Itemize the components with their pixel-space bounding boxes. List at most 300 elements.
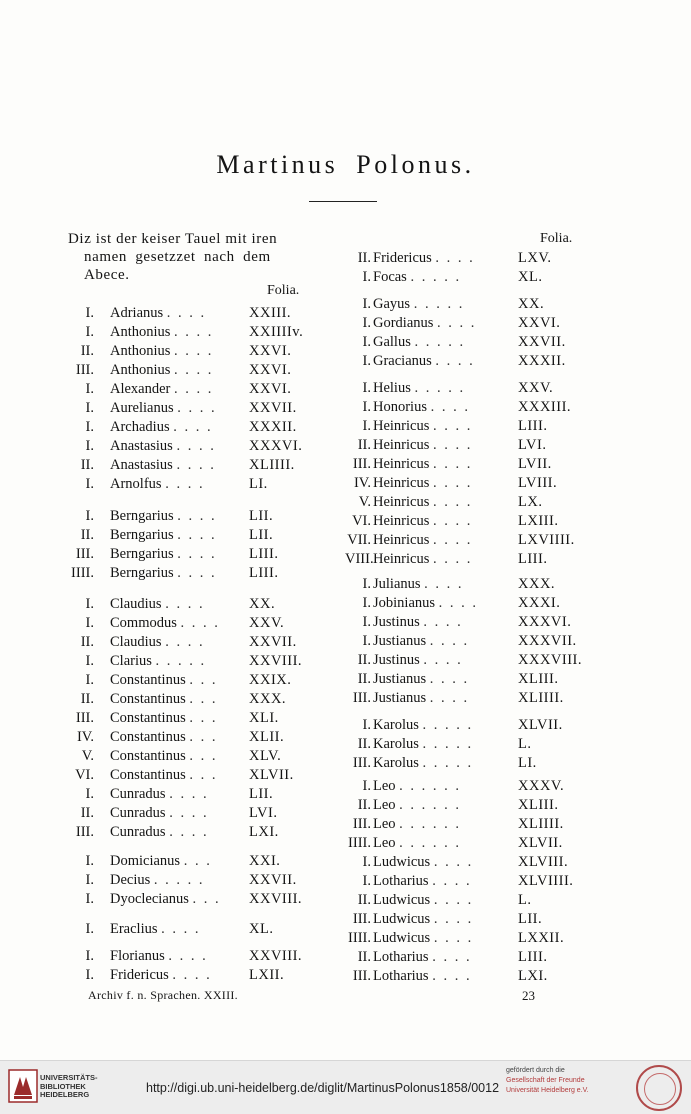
left-entry: [66, 596, 326, 616]
leader-dots: . . . . .: [410, 269, 462, 285]
leader-dots: . . . .: [429, 690, 470, 706]
ruler-name: Berngarius . . . .: [110, 527, 217, 543]
folio-number: LII.: [249, 508, 274, 524]
right-entry: [345, 892, 615, 912]
ruler-name: Berngarius . . . .: [110, 546, 217, 562]
right-entry: [345, 797, 615, 817]
leader-dots: . . . . .: [422, 717, 474, 733]
ruler-name: Heinricus . . . .: [373, 418, 473, 434]
leader-dots: . . . .: [435, 353, 475, 369]
folio-number: XLIII.: [518, 797, 559, 813]
ruler-name: Constantinus . . .: [110, 729, 218, 745]
right-entry: [345, 456, 615, 476]
ruler-ordinal: II.: [357, 671, 371, 687]
leader-dots: . . .: [189, 672, 218, 688]
folio-number: XXVII.: [249, 634, 297, 650]
folia-heading-left: Folia.: [267, 283, 300, 298]
ruler-ordinal: II.: [357, 797, 371, 813]
leader-dots: . . . .: [177, 565, 217, 581]
folio-number: XXVI.: [249, 343, 292, 359]
left-entry: [66, 672, 326, 692]
ruler-name: Anastasius . . . .: [110, 457, 216, 473]
left-entry: [66, 508, 326, 528]
ruler-ordinal: III.: [352, 690, 371, 706]
ruler-ordinal: IIII.: [71, 565, 94, 581]
ruler-name: Ludwicus . . . .: [373, 911, 474, 927]
ruler-ordinal: II.: [80, 691, 94, 707]
ruler-name: Heinricus . . . .: [373, 494, 473, 510]
folio-number: XXXV.: [518, 778, 565, 794]
ruler-ordinal: I.: [362, 418, 371, 434]
ruler-ordinal: I.: [362, 334, 371, 350]
folio-number: LI.: [249, 476, 268, 492]
leader-dots: . . . .: [433, 930, 474, 946]
left-entry: [66, 457, 326, 477]
ruler-ordinal: III.: [75, 710, 94, 726]
ruler-name: Arnolfus . . . .: [110, 476, 205, 492]
folio-number: XXXVI.: [249, 438, 303, 454]
ruler-name: Lotharius . . . .: [373, 968, 472, 984]
ruler-ordinal: II.: [80, 343, 94, 359]
ruler-ordinal: I.: [362, 778, 371, 794]
permalink-url[interactable]: http://digi.ub.uni-heidelberg.de/diglit/MartinusPolonus1858/0012: [146, 1081, 500, 1095]
ruler-name: Heinricus . . . .: [373, 551, 473, 567]
folio-number: LXIII.: [518, 513, 559, 529]
ruler-name: Leo . . . . . .: [373, 816, 462, 832]
leader-dots: . . . . . .: [399, 835, 462, 851]
left-entry: [66, 729, 326, 749]
leader-dots: . . . .: [433, 911, 474, 927]
leader-dots: . . . .: [430, 399, 470, 415]
leader-dots: . . . . .: [414, 380, 466, 396]
ruler-ordinal: III.: [352, 816, 371, 832]
folio-number: XXVI.: [249, 362, 292, 378]
right-entry: [345, 380, 615, 400]
leader-dots: . . . .: [169, 824, 209, 840]
leader-dots: . . .: [189, 767, 218, 783]
ruler-name: Constantinus . . .: [110, 672, 218, 688]
left-entry: [66, 381, 326, 401]
left-entry: [66, 343, 326, 363]
leader-dots: . . . .: [161, 921, 201, 937]
ruler-ordinal: III.: [352, 755, 371, 771]
leader-dots: . . . . . .: [399, 816, 462, 832]
left-entry: [66, 805, 326, 825]
ruler-ordinal: I.: [362, 269, 371, 285]
ruler-name: Clarius . . . . .: [110, 653, 207, 669]
folio-number: XXV.: [518, 380, 554, 396]
leader-dots: . . . . . .: [399, 797, 462, 813]
left-entry: [66, 748, 326, 768]
folio-number: LIII.: [518, 551, 548, 567]
folio-number: LXI.: [518, 968, 548, 984]
ruler-name: Anastasius . . . .: [110, 438, 216, 454]
ruler-name: Florianus . . . .: [110, 948, 208, 964]
ruler-name: Claudius . . . .: [110, 596, 205, 612]
left-entry: [66, 615, 326, 635]
ruler-name: Anthonius . . . .: [110, 324, 214, 340]
ruler-name: Alexander . . . .: [110, 381, 214, 397]
leader-dots: . . .: [189, 710, 218, 726]
right-entry: [345, 873, 615, 893]
folio-number: XXVIII.: [249, 653, 303, 669]
ruler-name: Karolus . . . . .: [373, 736, 474, 752]
leader-dots: . . . .: [433, 513, 473, 529]
leader-dots: . . . .: [165, 596, 205, 612]
ruler-name: Berngarius . . . .: [110, 508, 217, 524]
intro-line-3: Abece.: [84, 267, 130, 283]
leader-dots: . . . .: [423, 614, 463, 630]
leader-dots: . . . .: [433, 494, 473, 510]
leader-dots: . . . .: [174, 343, 214, 359]
ruler-ordinal: IV.: [76, 729, 94, 745]
folio-number: XXXI.: [518, 595, 561, 611]
folio-number: XL.: [249, 921, 274, 937]
sponsor-note: gefördert durch die Gesellschaft der Freunde Universität Heidelberg e.V.: [506, 1067, 589, 1094]
ruler-ordinal: V.: [358, 494, 371, 510]
folio-number: XLVII.: [518, 717, 563, 733]
ruler-ordinal: II.: [357, 250, 371, 266]
intro-line-2: namen gesetzzet nach dem: [84, 249, 271, 265]
leader-dots: . . . .: [433, 892, 474, 908]
ruler-name: Leo . . . . . .: [373, 778, 462, 794]
ruler-ordinal: II.: [357, 736, 371, 752]
leader-dots: . . . .: [174, 324, 214, 340]
folio-number: XXI.: [249, 853, 281, 869]
right-entry: [345, 269, 615, 289]
right-entry: [345, 835, 615, 855]
ruler-ordinal: II.: [80, 805, 94, 821]
right-entry: [345, 315, 615, 335]
folio-number: XXVII.: [518, 334, 566, 350]
leader-dots: . . . .: [438, 595, 479, 611]
folio-number: XXVI.: [249, 381, 292, 397]
leader-dots: . . . .: [165, 476, 205, 492]
ruler-name: Archadius . . . .: [110, 419, 213, 435]
ruler-name: Jobinianus . . . .: [373, 595, 479, 611]
ruler-ordinal: I.: [362, 353, 371, 369]
ruler-ordinal: I.: [362, 315, 371, 331]
folio-number: XXV.: [249, 615, 285, 631]
ruler-ordinal: II.: [80, 634, 94, 650]
ruler-ordinal: IV.: [353, 475, 371, 491]
ruler-ordinal: I.: [362, 380, 371, 396]
ruler-name: Heinricus . . . .: [373, 532, 473, 548]
left-entry: [66, 527, 326, 547]
ruler-name: Lotharius . . . .: [373, 949, 472, 965]
ruler-ordinal: IIII.: [348, 835, 371, 851]
leader-dots: . . . .: [433, 456, 473, 472]
ruler-ordinal: I.: [362, 854, 371, 870]
leader-dots: . . . . .: [155, 653, 207, 669]
ruler-name: Gracianus . . . .: [373, 353, 475, 369]
folio-number: LVI.: [518, 437, 547, 453]
journal-footer: Archiv f. n. Sprachen. XXIII.: [88, 988, 238, 1002]
leader-dots: . . . .: [432, 968, 472, 984]
ruler-name: Dyoclecianus . . .: [110, 891, 221, 907]
folio-number: LIII.: [518, 949, 548, 965]
ruler-name: Constantinus . . .: [110, 710, 218, 726]
leader-dots: . . . .: [165, 634, 205, 650]
ruler-name: Justinus . . . .: [373, 614, 463, 630]
folio-number: XLVIIII.: [518, 873, 574, 889]
folio-number: XXX.: [249, 691, 287, 707]
leader-dots: . . . .: [177, 527, 217, 543]
ruler-ordinal: II.: [80, 527, 94, 543]
ruler-name: Leo . . . . . .: [373, 797, 462, 813]
leader-dots: . . . .: [429, 633, 470, 649]
folio-number: XLIII.: [518, 671, 559, 687]
leader-dots: . . .: [189, 729, 218, 745]
right-entry: [345, 911, 615, 931]
ruler-name: Fridericus . . . .: [110, 967, 212, 983]
right-entry: [345, 250, 615, 270]
leader-dots: . . . . .: [422, 736, 474, 752]
folio-number: XXIIIIv.: [249, 324, 304, 340]
ruler-ordinal: II.: [357, 437, 371, 453]
ruler-ordinal: I.: [85, 921, 94, 937]
right-entry: [345, 334, 615, 354]
right-entry: [345, 854, 615, 874]
leader-dots: . . . .: [174, 381, 214, 397]
ruler-ordinal: I.: [85, 653, 94, 669]
leader-dots: . . . .: [173, 419, 213, 435]
folio-number: XX.: [518, 296, 545, 312]
ruler-ordinal: I.: [362, 576, 371, 592]
ruler-ordinal: I.: [85, 305, 94, 321]
folio-number: LXVIIII.: [518, 532, 575, 548]
leader-dots: . . . . .: [413, 296, 465, 312]
right-entry: [345, 576, 615, 596]
right-entry: [345, 551, 615, 571]
folio-number: XXIII.: [249, 305, 292, 321]
folio-number: LVI.: [249, 805, 278, 821]
ruler-name: Constantinus . . .: [110, 691, 218, 707]
folio-number: XXX.: [518, 576, 556, 592]
left-entry: [66, 324, 326, 344]
ruler-ordinal: I.: [85, 853, 94, 869]
folio-number: XXXIII.: [518, 399, 572, 415]
left-entry: [66, 476, 326, 496]
ruler-ordinal: I.: [85, 419, 94, 435]
ruler-name: Domicianus . . .: [110, 853, 212, 869]
folio-number: XXVII.: [249, 400, 297, 416]
title-rule: [309, 201, 377, 202]
ruler-name: Justianus . . . .: [373, 671, 470, 687]
leader-dots: . . . .: [176, 457, 216, 473]
ruler-ordinal: I.: [85, 476, 94, 492]
folio-number: XL.: [518, 269, 543, 285]
right-entry: [345, 614, 615, 634]
right-entry: [345, 690, 615, 710]
leader-dots: . . . .: [424, 576, 464, 592]
library-name: UNIVERSITÄTS- BIBLIOTHEK HEIDELBERG: [40, 1073, 98, 1099]
ruler-ordinal: I.: [362, 399, 371, 415]
ruler-ordinal: I.: [85, 786, 94, 802]
leader-dots: . . .: [189, 691, 218, 707]
folio-number: LIII.: [518, 418, 548, 434]
folio-number: XXXVIII.: [518, 652, 582, 668]
ruler-name: Karolus . . . . .: [373, 717, 474, 733]
page-title: Martinus Polonus.: [216, 150, 475, 179]
folio-number: XXXII.: [518, 353, 566, 369]
left-entry: [66, 438, 326, 458]
right-entry: [345, 399, 615, 419]
leader-dots: . . . .: [177, 546, 217, 562]
leader-dots: . . . .: [168, 948, 208, 964]
ruler-ordinal: I.: [362, 873, 371, 889]
ruler-name: Leo . . . . . .: [373, 835, 462, 851]
folio-number: LIII.: [249, 546, 279, 562]
ruler-ordinal: II.: [357, 652, 371, 668]
ruler-ordinal: I.: [85, 872, 94, 888]
leader-dots: . . . . .: [414, 334, 466, 350]
folio-number: XLIIII.: [518, 690, 564, 706]
folio-number: XLVIII.: [518, 854, 569, 870]
leader-dots: . . .: [189, 748, 218, 764]
right-entry: [345, 595, 615, 615]
ruler-ordinal: I.: [85, 438, 94, 454]
ruler-name: Helius . . . . .: [373, 380, 466, 396]
ruler-ordinal: I.: [85, 615, 94, 631]
folio-number: L.: [518, 736, 532, 752]
ruler-ordinal: V.: [81, 748, 94, 764]
right-entry: [345, 652, 615, 672]
folio-number: XXXII.: [249, 419, 297, 435]
ruler-ordinal: I.: [85, 672, 94, 688]
ruler-name: Gayus . . . . .: [373, 296, 465, 312]
ruler-ordinal: VI.: [352, 513, 371, 529]
ruler-name: Lotharius . . . .: [373, 873, 472, 889]
folio-number: LI.: [518, 755, 537, 771]
ruler-name: Adrianus . . . .: [110, 305, 207, 321]
leader-dots: . . . .: [169, 786, 209, 802]
ruler-name: Cunradus . . . .: [110, 786, 209, 802]
leader-dots: . . . .: [176, 438, 216, 454]
ruler-ordinal: I.: [362, 595, 371, 611]
folio-number: XXXVII.: [518, 633, 577, 649]
folio-number: LVIII.: [518, 475, 558, 491]
ruler-ordinal: I.: [362, 717, 371, 733]
left-entry: [66, 419, 326, 439]
ruler-name: Heinricus . . . .: [373, 456, 473, 472]
right-entry: [345, 418, 615, 438]
right-entry: [345, 633, 615, 653]
ruler-name: Heinricus . . . .: [373, 475, 473, 491]
ruler-ordinal: I.: [362, 296, 371, 312]
left-entry: [66, 921, 326, 941]
ruler-name: Aurelianus . . . .: [110, 400, 217, 416]
folio-number: L.: [518, 892, 532, 908]
ruler-name: Constantinus . . .: [110, 767, 218, 783]
folio-number: XXVII.: [249, 872, 297, 888]
right-entry: [345, 494, 615, 514]
ruler-name: Claudius . . . .: [110, 634, 205, 650]
ruler-name: Anthonius . . . .: [110, 343, 214, 359]
folio-number: XXVIII.: [249, 948, 303, 964]
ruler-name: Gallus . . . . .: [373, 334, 466, 350]
folio-number: XLV.: [249, 748, 282, 764]
left-entry: [66, 305, 326, 325]
leader-dots: . . . .: [177, 508, 217, 524]
ruler-ordinal: VI.: [75, 767, 94, 783]
left-entry: [66, 824, 326, 844]
leader-dots: . . . .: [437, 315, 477, 331]
ruler-ordinal: I.: [85, 508, 94, 524]
left-entry: [66, 967, 326, 987]
ruler-name: Justinus . . . .: [373, 652, 463, 668]
folio-number: LII.: [249, 786, 274, 802]
leader-dots: . . .: [192, 891, 221, 907]
left-entry: [66, 691, 326, 711]
folio-number: LII.: [518, 911, 543, 927]
leader-dots: . . . .: [433, 475, 473, 491]
ruler-ordinal: I.: [85, 400, 94, 416]
leader-dots: . . . .: [174, 362, 214, 378]
ruler-name: Heinricus . . . .: [373, 437, 473, 453]
left-entry: [66, 948, 326, 968]
folio-number: LXII.: [249, 967, 285, 983]
folio-number: XXVI.: [518, 315, 561, 331]
ruler-ordinal: I.: [85, 967, 94, 983]
leader-dots: . . . .: [180, 615, 220, 631]
left-entry: [66, 546, 326, 566]
ruler-name: Gordianus . . . .: [373, 315, 477, 331]
ruler-ordinal: I.: [85, 324, 94, 340]
leader-dots: . . . .: [435, 250, 475, 266]
ruler-name: Eraclius . . . .: [110, 921, 201, 937]
ruler-name: Anthonius . . . .: [110, 362, 214, 378]
folio-number: XXXVI.: [518, 614, 572, 630]
leader-dots: . . . .: [433, 551, 473, 567]
folio-number: LX.: [518, 494, 543, 510]
ruler-name: Berngarius . . . .: [110, 565, 217, 581]
ruler-ordinal: I.: [85, 381, 94, 397]
ruler-name: Julianus . . . .: [373, 576, 464, 592]
right-entry: [345, 755, 615, 775]
folio-number: XXIX.: [249, 672, 292, 688]
ruler-name: Heinricus . . . .: [373, 513, 473, 529]
right-entry: [345, 513, 615, 533]
ruler-ordinal: I.: [362, 614, 371, 630]
leader-dots: . . . .: [423, 652, 463, 668]
right-entry: [345, 717, 615, 737]
right-entry: [345, 778, 615, 798]
left-entry: [66, 565, 326, 585]
ruler-name: Focas . . . . .: [373, 269, 462, 285]
right-entry: [345, 532, 615, 552]
left-entry: [66, 362, 326, 382]
left-entry: [66, 853, 326, 873]
leader-dots: . . . .: [433, 418, 473, 434]
ruler-name: Cunradus . . . .: [110, 824, 209, 840]
ruler-ordinal: III.: [75, 362, 94, 378]
folio-number: LIII.: [249, 565, 279, 581]
folio-number: XXVIII.: [249, 891, 303, 907]
left-entry: [66, 872, 326, 892]
left-entry: [66, 653, 326, 673]
leader-dots: . . . .: [429, 671, 470, 687]
folia-heading-right: Folia.: [540, 231, 573, 246]
leader-dots: . . . .: [433, 437, 473, 453]
folio-number: LXV.: [518, 250, 552, 266]
folio-number: XX.: [249, 596, 276, 612]
ruler-name: Cunradus . . . .: [110, 805, 209, 821]
folio-number: XLI.: [249, 710, 279, 726]
ruler-ordinal: III.: [75, 546, 94, 562]
leader-dots: . . . . .: [422, 755, 474, 771]
folio-number: LII.: [249, 527, 274, 543]
